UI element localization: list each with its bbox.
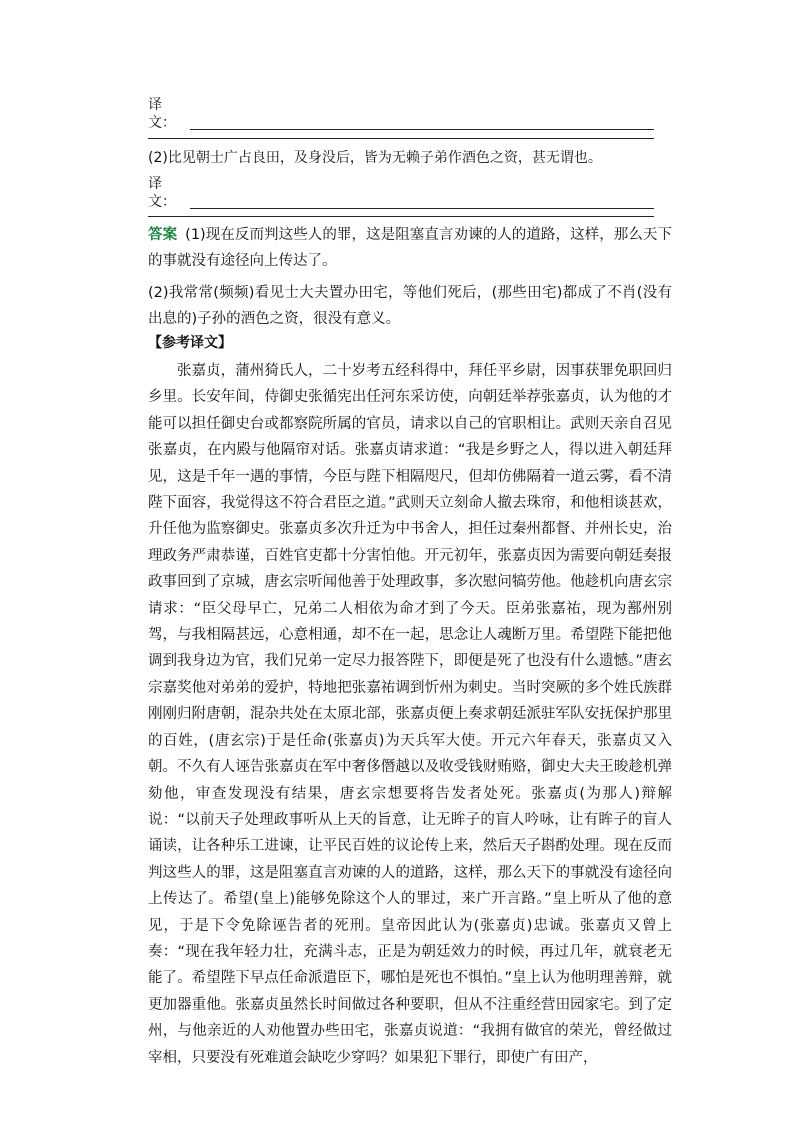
reference-paragraph: 张嘉贞，蒲州猗氏人，二十岁考五经科得中，拜任平乡尉，因事获罪免职回归乡里。长安年间，侍御史张循宪出任河东采访使，向朝廷举荐张嘉贞，认为他的才能可以担任御史台或都察院所属的官员，请求以自己的官职相让。武则天亲自召见张嘉贞，在内殿与他隔帘对话。张嘉贞请求道：“我是乡野之人，得以进入朝廷拜见，这是千年一遇的事情，今臣与陛下相隔咫尺，但却仿佛隔着一道云雾，看不清陛下面容，我觉得这不符合君臣之道。”武则天立刻命人撤去珠帘，和他相谈甚欢，升任他为监察御史。张嘉贞多次升迁为中书舍人，担任过秦州都督、并州长史，治理政务严肃恭谨，百姓官吏都十分害怕他。开元初年，张嘉贞因为需要向朝廷奏报政事回到了京城，唐玄宗听闻他善于处理政事，多次慰问犒劳他。他趁机向唐玄宗请求：“臣父母早亡，兄弟二人相依为命才到了今天。臣弟张嘉祐，现为鄯州别驾，与我相隔甚远，心意相通，却不在一起，思念让人魂断万里。希望陛下能把他调到我身边为官，我们兄弟一定尽力报答陛下，即便是死了也没有什么遗憾。”唐玄宗嘉奖他对弟弟的爱护，特地把张嘉祐调到忻州为刺史。当时突厥的多个姓氏族群刚刚归附唐朝，混杂共处在太原北部，张嘉贞便上奏求朝廷派驻军队安抚保护那里的百姓，(唐玄宗)于是任命(张嘉贞)为天兵军大使。开元六年春天，张嘉贞又入朝。不久有人诬告张嘉贞在军中奢侈僭越以及收受钱财贿赂，御史大夫王晙趁机弹劾他，审查发现没有结果，唐玄宗想要将告发者处死。张嘉贞(为那人)辩解说：“以前天子处理政事听从上天的旨意，让无眸子的盲人吟咏，让有眸子的盲人诵读，让各种乐工进谏，让平民百姓的议论传上来，然后天子斟酌处理。现在反而判这些人的罪，这是阻塞直言劝谏的人的道路，这样，那么天下的事就没有途径向上传达了。希望(皇上)能够免除这个人的罪过，来广开言路。”皇上听从了他的意见，于是下令免除诬告者的死刑。皇帝因此认为(张嘉贞)忠诚。张嘉贞又曾上奏：“现在我年轻力壮，充满斗志，正是为朝廷效力的时候，再过几年，就衰老无能了。希望陛下早点任命派遣臣下，哪怕是死也不惧怕。”皇上认为他明理善辩，就更加器重他。张嘉贞虽然长时间做过各种要职，但从不注重经营田园家宅。到了定州，与他亲近的人劝他置办些田宅，张嘉贞说道：“我拥有做官的荣光，曾经做过宰相，只要没有死难道会缺吃少穿吗？如果犯下罪行，即使广有田产， [148,363,672,1066]
answer-blank-line[interactable] [148,138,654,139]
answer-label: 答案 [148,227,178,243]
answer-text-1: (1)现在反而判这些人的罪，这是阻塞直言劝谏的人的道路，这样，那么天下的事就没有途径向上传达了。 [148,227,673,269]
reference-heading: 【参考译文】 [148,335,232,351]
translation-label: 译文： [148,97,176,131]
answer-item-1 [148,222,672,274]
answer-blank-line[interactable] [190,208,654,209]
translation-label: 译文： [148,176,176,210]
translation-line-2 [148,175,654,211]
translation-line-1 [148,96,654,132]
reference-body [148,358,672,1071]
answer-blank-line[interactable] [148,216,654,217]
question-2: (2)比见朝士广占良田，及身没后，皆为无赖子弟作酒色之资，甚无谓也。 [148,150,602,166]
answer-item-2 [148,280,672,332]
answer-blank-line[interactable] [190,129,654,130]
answer-block [148,222,672,332]
answer-text-2: (2)我常常(频频)看见士大夫置办田宅，等他们死后，(那些田宅)都成了不肖(没有出息的)子孙的酒色之资，很没有意义。 [148,285,672,327]
